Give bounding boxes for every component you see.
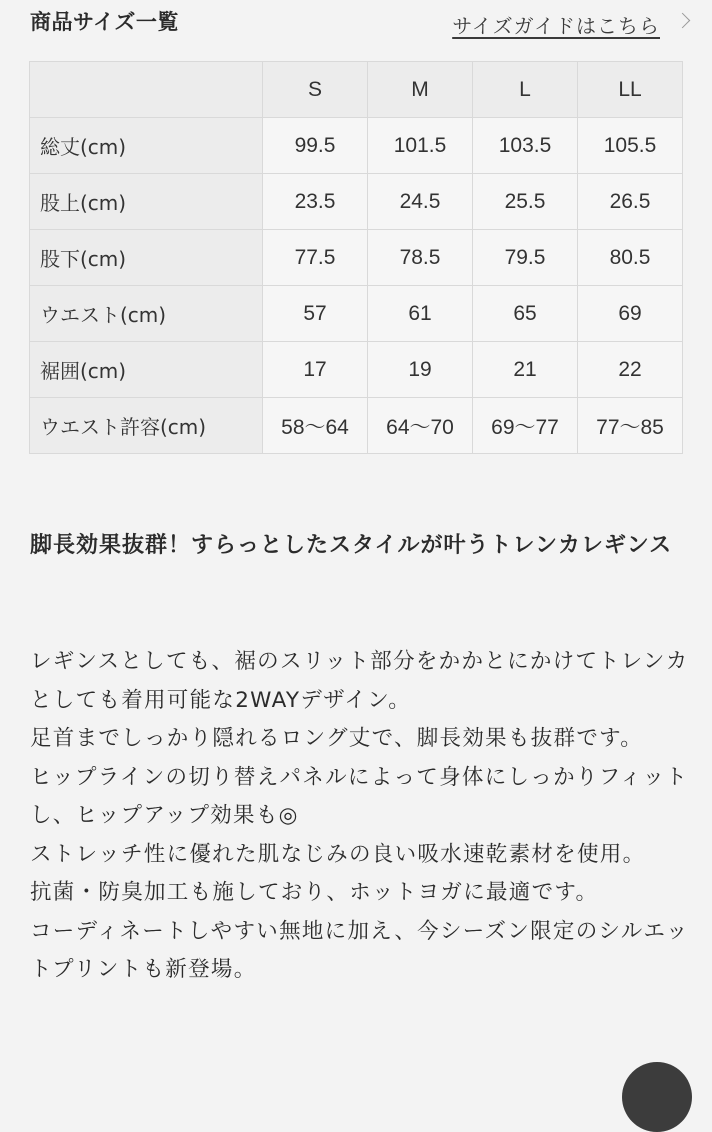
table-row (30, 286, 683, 342)
table-cell: 99.5 (263, 118, 368, 174)
table-row (30, 342, 683, 398)
description-heading: 脚長効果抜群！すらっとしたスタイルが叶うトレンカレギンス (30, 533, 673, 558)
table-cell: 19 (368, 342, 473, 398)
table-row (30, 230, 683, 286)
description-paragraph: 足首までしっかり隠れるロング丈で、脚長効果も抜群です。 (30, 726, 644, 751)
table-cell: 57 (263, 286, 368, 342)
table-cell: 77〜85 (578, 398, 683, 454)
table-cell: 69〜77 (473, 398, 578, 454)
column-header-l: L (473, 62, 578, 118)
size-list-header (0, 0, 712, 50)
table-header-row (30, 62, 683, 118)
table-cell: 101.5 (368, 118, 473, 174)
table-row (30, 398, 683, 454)
size-table (29, 61, 683, 454)
table-cell: 77.5 (263, 230, 368, 286)
chevron-right-icon[interactable] (675, 13, 691, 29)
row-label: 裾囲(cm) (30, 342, 263, 398)
table-cell: 79.5 (473, 230, 578, 286)
column-header-ll: LL (578, 62, 683, 118)
row-label: ウエスト(cm) (30, 286, 263, 342)
description-body (30, 643, 692, 990)
table-cell: 65 (473, 286, 578, 342)
size-guide-link[interactable]: サイズガイドはこちら (452, 14, 660, 38)
row-label: ウエスト許容(cm) (30, 398, 263, 454)
table-cell: 80.5 (578, 230, 683, 286)
column-header-s: S (263, 62, 368, 118)
table-cell: 58〜64 (263, 398, 368, 454)
table-cell: 69 (578, 286, 683, 342)
floating-action-button[interactable] (622, 1062, 692, 1132)
table-cell: 26.5 (578, 174, 683, 230)
table-cell: 64〜70 (368, 398, 473, 454)
table-row (30, 118, 683, 174)
table-cell: 24.5 (368, 174, 473, 230)
column-header-m: M (368, 62, 473, 118)
description-paragraph: コーディネートしやすい無地に加え、今シーズン限定のシルエットプリントも新登場。 (30, 918, 689, 982)
table-cell: 23.5 (263, 174, 368, 230)
table-cell: 103.5 (473, 118, 578, 174)
table-cell: 25.5 (473, 174, 578, 230)
row-label: 股上(cm) (30, 174, 263, 230)
table-cell: 22 (578, 342, 683, 398)
description-paragraph: 抗菌・防臭加工も施しており、ホットヨガに最適です。 (30, 880, 599, 905)
table-cell: 105.5 (578, 118, 683, 174)
description-paragraph: レギンスとしても、裾のスリット部分をかかとにかけてトレンカとしても着用可能な2WAYデザイン。 (30, 649, 689, 713)
description-paragraph: ヒップラインの切り替えパネルによって身体にしっかりフィットし、ヒップアップ効果も◎ (30, 764, 689, 828)
table-cell: 21 (473, 342, 578, 398)
table-cell: 78.5 (368, 230, 473, 286)
table-cell: 17 (263, 342, 368, 398)
row-label: 総丈(cm) (30, 118, 263, 174)
row-label: 股下(cm) (30, 230, 263, 286)
section-title: 商品サイズ一覧 (30, 10, 179, 34)
table-corner-cell (30, 62, 263, 118)
table-cell: 61 (368, 286, 473, 342)
description-paragraph: ストレッチ性に優れた肌なじみの良い吸水速乾素材を使用。 (30, 841, 646, 867)
table-row (30, 174, 683, 230)
